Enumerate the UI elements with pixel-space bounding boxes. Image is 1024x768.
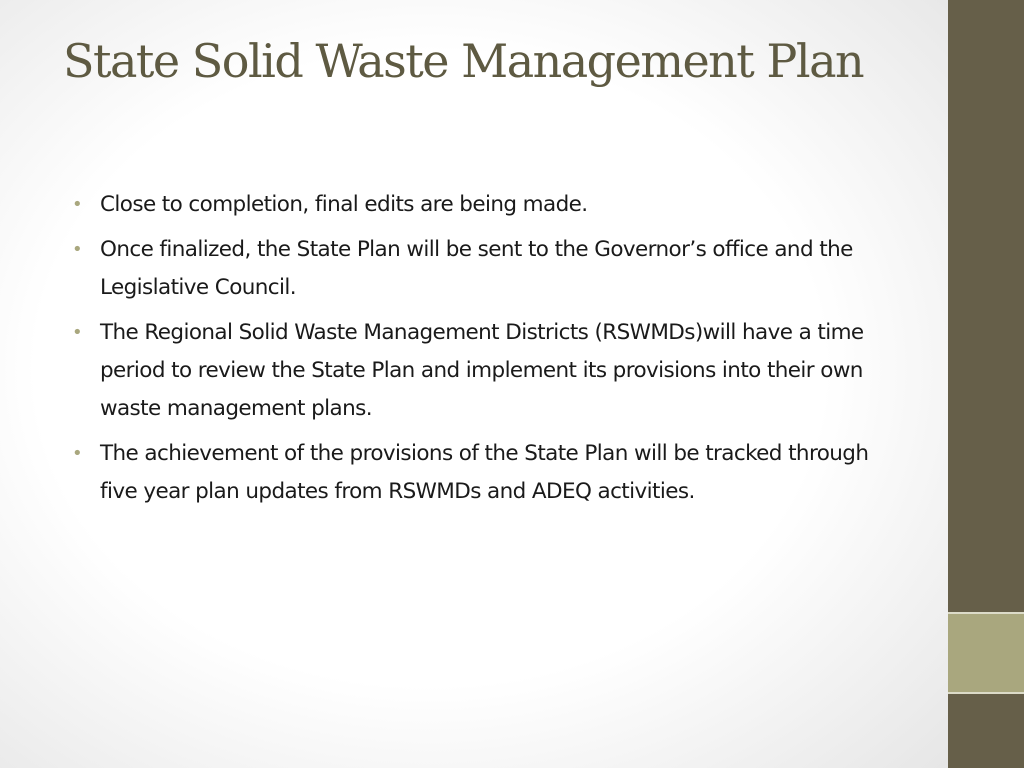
bullet-text: Close to completion, final edits are being made. [100,192,588,217]
bullet-icon: • [72,239,83,260]
list-item [72,314,892,428]
list-item [72,435,892,511]
sidebar-divider-bottom [948,692,1024,694]
list-item [72,231,892,307]
sidebar-accent-block [948,614,1024,692]
slide-title: State Solid Waste Management Plan [63,34,864,88]
bullet-list [72,186,892,518]
bullet-text: The achievement of the provisions of the State Plan will be tracked through five year plan updates from RSWMDs and ADEQ activities. [100,441,869,504]
bullet-icon: • [72,194,83,215]
bullet-text: The Regional Solid Waste Management Districts (RSWMDs)will have a time period to review the State Plan and implement its provisions into their own waste management plans. [100,320,864,421]
bullet-icon: • [72,443,83,464]
bullet-text: Once finalized, the State Plan will be sent to the Governor’s office and the Legislative Council. [100,237,853,300]
bullet-icon: • [72,322,83,343]
list-item [72,186,892,224]
